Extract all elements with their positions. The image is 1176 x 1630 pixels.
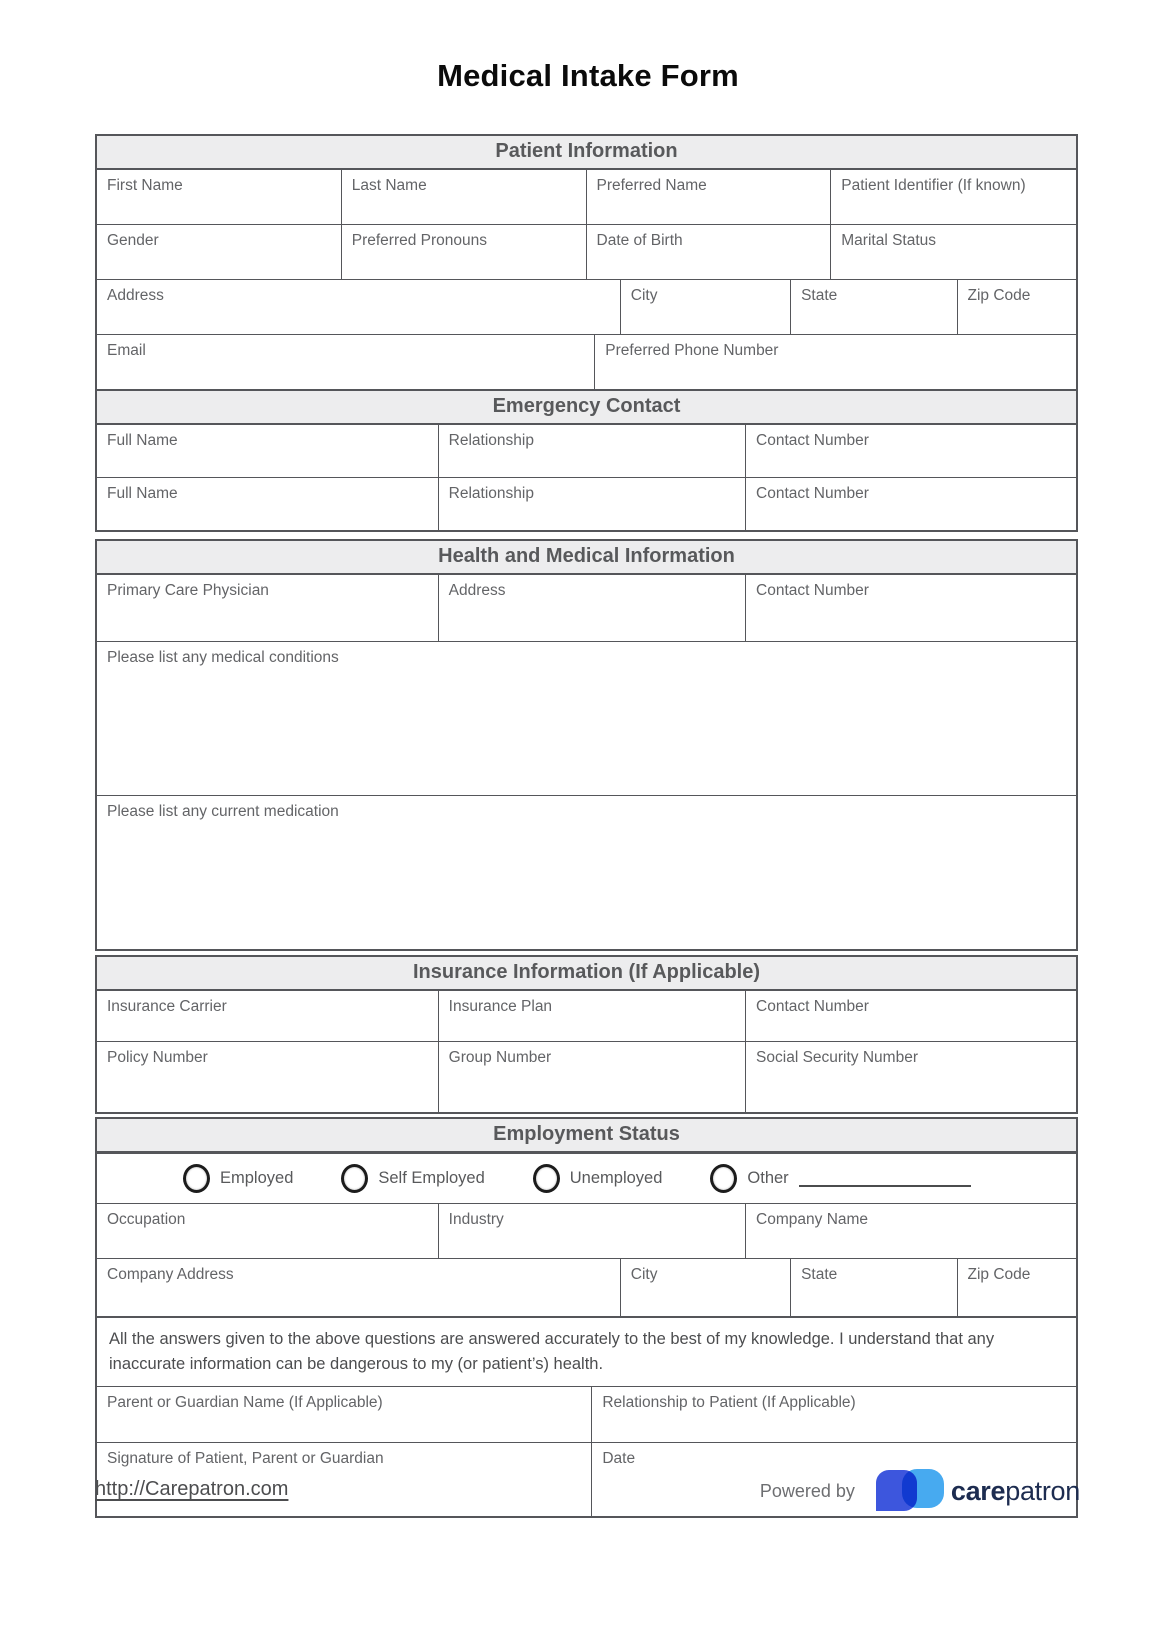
state-field[interactable] [791,280,957,334]
table-row [97,1203,1076,1258]
emergency-relationship-label: Relationship [448,485,534,502]
address-label: Address [107,287,164,304]
patient-identifier-field[interactable] [831,170,1076,224]
table-row [97,1041,1076,1112]
city-field[interactable] [621,280,791,334]
city-label: City [630,287,658,304]
occupation-label: Occupation [107,1211,186,1228]
zip-code-field[interactable] [958,280,1076,334]
company-zip-code-field[interactable] [958,1259,1076,1316]
emergency-full-name-field-2[interactable] [97,478,439,530]
section-patient-information [95,134,1078,532]
emergency-relationship-field-1[interactable] [439,425,746,477]
table-row [97,170,1076,224]
employment-option-other [710,1164,970,1193]
table-row [97,1258,1076,1316]
table-row [97,334,1076,389]
table-row [97,477,1076,530]
physician-address-label: Address [448,582,506,599]
company-address-field[interactable] [97,1259,621,1316]
insurance-header: Insurance Information (If Applicable) [97,957,1076,991]
unemployed-label: Unemployed [569,1169,663,1187]
emergency-contact-number-field-2[interactable] [746,478,1076,530]
table-row [97,279,1076,334]
preferred-phone-field[interactable] [595,335,1076,389]
brand-care: care [950,1475,1006,1506]
industry-field[interactable] [439,1204,746,1258]
unemployed-radio[interactable] [533,1164,560,1193]
zip-code-label: Zip Code [967,287,1031,304]
emergency-relationship-label: Relationship [448,432,534,449]
accuracy-statement-row [97,1316,1076,1386]
table-row [97,575,1076,641]
employment-option-self-employed [341,1164,484,1193]
emergency-contact-number-label: Contact Number [756,432,869,449]
section-health-medical [95,539,1078,951]
insurance-carrier-label: Insurance Carrier [107,998,227,1015]
group-number-field[interactable] [439,1042,746,1112]
company-state-label: State [801,1266,838,1283]
patient-information-header: Patient Information [97,136,1076,170]
last-name-field[interactable] [342,170,587,224]
table-row [97,425,1076,477]
gender-field[interactable] [97,225,342,279]
preferred-pronouns-label: Preferred Pronouns [351,232,488,249]
signature-label: Signature of Patient, Parent or Guardian [107,1450,384,1467]
table-row [97,1386,1076,1442]
primary-care-physician-field[interactable] [97,575,439,641]
page-title: Medical Intake Form [437,58,739,93]
accuracy-statement: All the answers given to the above questions are answered accurately to the best of my knowledge. I understand that any inaccurate information can be dangerous to my (or patient’s) health. [109,1330,995,1373]
other-radio[interactable] [710,1164,737,1193]
marital-status-field[interactable] [831,225,1076,279]
emergency-full-name-field-1[interactable] [97,425,439,477]
current-medication-label: Please list any current medication [107,803,339,820]
parent-guardian-name-field[interactable] [97,1387,592,1442]
company-address-label: Company Address [107,1266,234,1283]
self-employed-label: Self Employed [378,1169,485,1187]
insurance-plan-field[interactable] [439,991,746,1041]
insurance-contact-number-field[interactable] [746,991,1076,1041]
address-field[interactable] [97,280,621,334]
marital-status-label: Marital Status [841,232,937,249]
employed-label: Employed [220,1169,294,1187]
carepatron-link[interactable]: http://Carepatron.com [95,1478,289,1500]
medical-conditions-field[interactable] [97,642,1076,795]
group-number-label: Group Number [448,1049,552,1066]
company-name-field[interactable] [746,1204,1076,1258]
relationship-to-patient-label: Relationship to Patient (If Applicable) [602,1394,856,1411]
physician-contact-number-label: Contact Number [756,582,869,599]
emergency-relationship-field-2[interactable] [439,478,746,530]
table-row [97,224,1076,279]
brand-patron: patron [1005,1475,1080,1506]
policy-number-field[interactable] [97,1042,439,1112]
email-field[interactable] [97,335,595,389]
carepatron-logo-icon [871,1468,945,1514]
section-employment [95,1117,1078,1518]
physician-contact-number-field[interactable] [746,575,1076,641]
employment-option-unemployed [533,1164,663,1193]
policy-number-label: Policy Number [107,1049,208,1066]
preferred-phone-label: Preferred Phone Number [605,342,779,359]
company-name-label: Company Name [756,1211,869,1228]
emergency-contact-number-label: Contact Number [756,485,869,502]
emergency-full-name-label: Full Name [107,432,178,449]
employment-options-row [97,1153,1076,1203]
physician-address-field[interactable] [439,575,746,641]
company-city-field[interactable] [621,1259,791,1316]
social-security-number-field[interactable] [746,1042,1076,1112]
medical-conditions-label: Please list any medical conditions [107,649,339,666]
insurance-plan-label: Insurance Plan [448,998,553,1015]
relationship-to-patient-field[interactable] [592,1387,1076,1442]
industry-label: Industry [448,1211,504,1228]
last-name-label: Last Name [351,177,427,194]
table-row [97,641,1076,795]
other-label: Other [747,1169,789,1187]
employed-radio[interactable] [183,1164,210,1193]
occupation-field[interactable] [97,1204,439,1258]
emergency-contact-header: Emergency Contact [97,389,1076,425]
date-label: Date [602,1450,636,1467]
gender-label: Gender [107,232,159,249]
primary-care-physician-label: Primary Care Physician [107,582,269,599]
other-write-in-line[interactable] [799,1171,971,1187]
employment-status-header: Employment Status [97,1119,1076,1153]
carepatron-wordmark [951,1476,1080,1507]
company-state-field[interactable] [791,1259,957,1316]
table-row [97,991,1076,1041]
patient-identifier-label: Patient Identifier (If known) [841,177,1026,194]
emergency-full-name-label: Full Name [107,485,178,502]
powered-by-area [760,1468,1080,1514]
powered-by-text: Powered by [759,1480,855,1501]
parent-guardian-name-label: Parent or Guardian Name (If Applicable) [107,1394,383,1411]
insurance-contact-number-label: Contact Number [756,998,869,1015]
preferred-name-field[interactable] [587,170,832,224]
self-employed-radio[interactable] [341,1164,368,1193]
form-body [95,134,1078,1518]
emergency-contact-number-field-1[interactable] [746,425,1076,477]
company-city-label: City [630,1266,658,1283]
social-security-number-label: Social Security Number [756,1049,918,1066]
insurance-carrier-field[interactable] [97,991,439,1041]
health-medical-header: Health and Medical Information [97,541,1076,575]
section-insurance [95,955,1078,1114]
first-name-label: First Name [107,177,183,194]
preferred-pronouns-field[interactable] [342,225,587,279]
table-row [97,795,1076,949]
date-of-birth-field[interactable] [587,225,832,279]
company-zip-code-label: Zip Code [967,1266,1031,1283]
preferred-name-label: Preferred Name [596,177,707,194]
date-of-birth-label: Date of Birth [596,232,683,249]
state-label: State [801,287,838,304]
email-label: Email [107,342,146,359]
employment-option-employed [183,1164,293,1193]
current-medication-field[interactable] [97,796,1076,949]
first-name-field[interactable] [97,170,342,224]
